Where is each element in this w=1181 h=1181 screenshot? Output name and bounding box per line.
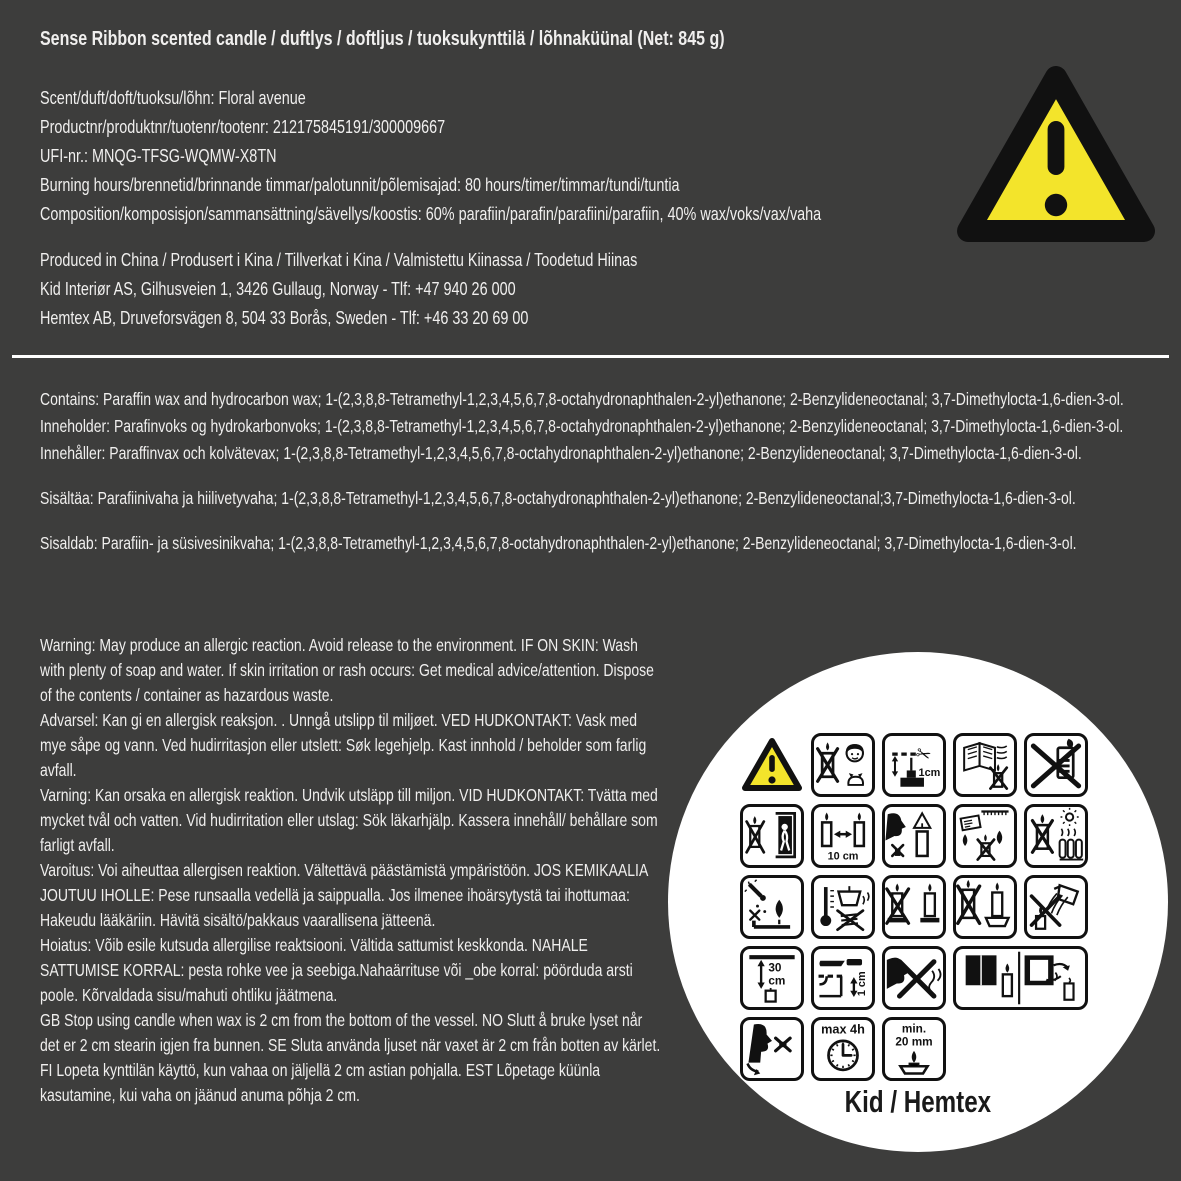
usage-note: GB Stop using candle when wax is 2 cm from the bottom of the vessel. NO Slutt å bruke lyset når det er 2 cm stearin igjen fra bunnen. SE Sluta använda ljuset när vaxet är 2 cm från botten av kärlet. FI Lopeta kynttilän käyttö, kun vahaa on jäljellä 2 cm astian pohjalla. EST Lõpetage küünla kasutamine, kui vaha on jäänud anuma põhja 2 cm. bbox=[40, 1010, 661, 1105]
product-title: Sense Ribbon scented candle / duftlys / doftljus / tuoksukynttilä / lõhnaküünal (Net: 845 g) bbox=[40, 28, 725, 50]
warning-no: Advarsel: Kan gi en allergisk reaksjon. . Unngå utslipp til miljøet. VED HUDKONTAKT: Vask med mye såpe og vann. Ved hudirritasjon eller utslett: Søk legehjelp. Kast innhold / beholder som farlig avfall. bbox=[40, 710, 647, 780]
pictogram-trim-wick-knife-icon bbox=[811, 946, 875, 1010]
pictogram-use-suitable-holder-icon bbox=[882, 875, 946, 939]
svg-text:max 4h: max 4h bbox=[821, 1022, 865, 1037]
pictogram-max-burn-time-icon bbox=[811, 1017, 875, 1081]
pictogram-do-not-ingest-icon bbox=[740, 1017, 804, 1081]
svg-text:1cm: 1cm bbox=[918, 766, 941, 779]
pictogram-do-not-move-burning-candle-icon bbox=[1024, 733, 1088, 797]
warning-fi: Varoitus: Voi aiheuttaa allergisen reaktion. Vältettävä päästämistä ympäristöön. JOS KEMIKAALIA JOUTUU IHOLLE: Pese runsaalla vedellä ja saippualla. Jos ilmenee ihoärsytystä tai ihottumaa: Hakeudu lääkäriin. Hävitä sisältö/pakkaus vaarallisena jätteenä. bbox=[40, 860, 648, 930]
pictogram-circle bbox=[668, 652, 1168, 1152]
product-info-scent: Scent/duft/doft/tuoksu/lõhn: Floral avenue bbox=[40, 88, 306, 108]
warning-triangle-icon bbox=[956, 64, 1156, 246]
svg-text:1 cm: 1 cm bbox=[855, 971, 868, 997]
pictogram-do-not-leave-unattended-icon bbox=[740, 804, 804, 868]
pictogram-do-not-burn-near-curtains-icon bbox=[953, 733, 1017, 797]
warning-est: Hoiatus: Võib esile kutsuda allergilise reaktsiooni. Vältida sattumist keskkonda. NAHALE SATTUMISE KORRAL: pesta rohke vee ja seebiga.Nahaärrituse või _obe korral: pöörduda arsti poole. Kõrvaldada sisu/mahuti ohtliku jäätmena. bbox=[40, 935, 633, 1005]
product-info-productnr: Productnr/produktnr/tuotenr/tootenr: 212175845191/300009667 bbox=[40, 117, 446, 137]
pictogram-keep-clearance-above-icon bbox=[740, 946, 804, 1010]
pictogram-trim-wick-icon bbox=[882, 733, 946, 797]
product-info-burning-hours: Burning hours/brennetid/brinnande timmar/palotunnit/põlemisajad: 80 hours/timer/timmar/tundi/tuntia bbox=[40, 175, 680, 195]
producer-info-block bbox=[40, 246, 1181, 333]
producer-country: Produced in China / Produsert i Kina / Tillverkat i Kina / Valmistettu Kiinassa / Toodetud Hiinas bbox=[40, 250, 638, 270]
pictogram-keep-wax-pool-clear-icon bbox=[740, 875, 804, 939]
product-info-composition: Composition/komposisjon/sammansättning/sävellys/koostis: 60% parafiin/parafin/parafiini/parafiin, 40% wax/voks/vax/vaha bbox=[40, 204, 822, 224]
ingredients-block bbox=[40, 386, 1181, 557]
producer-address-norway: Kid Interiør AS, Gilhusveien 1, 3426 Gullaug, Norway - Tlf: +47 940 26 000 bbox=[40, 279, 516, 299]
svg-text:min.: min. bbox=[901, 1022, 927, 1036]
pictogram-place-upright-in-holder-icon bbox=[953, 875, 1017, 939]
pictogram-extinguish-with-snuffer-icon bbox=[882, 804, 946, 868]
ingredients-se: Innehåller: Paraffinvax och kolvätevax; 1-(2,3,8,8-Tetramethyl-1,2,3,4,5,6,7,8-octahydronaphthalen-2-yl)ethanone; 2-Benzylideneoctanal; 3,7-Dimethylocta-1,6-dien-3-ol. bbox=[40, 443, 1082, 463]
ingredients-est: Sisaldab: Parafiin- ja süsivesinikvaha; 1-(2,3,8,8-Tetramethyl-1,2,3,4,5,6,7,8-octahydronaphthalen-2-yl)ethanone; 2-Benzylideneoctanal; 3,7-Dimethylocta-1,6-dien-3-ol. bbox=[40, 533, 1077, 553]
pictogram-ventilate-room-icon bbox=[953, 946, 1088, 1010]
brand-name: Kid / Hemtex bbox=[844, 1084, 992, 1119]
ingredients-fi: Sisältäa: Parafiinivaha ja hiilivetyvaha; 1-(2,3,8,8-Tetramethyl-1,2,3,4,5,6,7,8-octahydronaphthalen-2-yl)ethanone; 2-Benzylideneoctanal;3,7-Dimethylocta-1,6-dien-3-ol. bbox=[40, 488, 1076, 508]
pictogram-keep-away-from-heat-sources-icon bbox=[1024, 804, 1088, 868]
ingredients-no: Inneholder: Parafinvoks og hydrokarbonvoks; 1-(2,3,8,8-Tetramethyl-1,2,3,4,5,6,7,8-octahydronaphthalen-2-yl)ethanone; 2-Benzylideneoctanal; 3,7-Dimethylocta-1,6-dien-3-ol. bbox=[40, 416, 1124, 436]
ingredients-en: Contains: Paraffin wax and hydrocarbon wax; 1-(2,3,8,8-Tetramethyl-1,2,3,4,5,6,7,8-octahydronaphthalen-2-yl)ethanone; 2-Benzylideneoctanal; 3,7-Dimethylocta-1,6-dien-3-ol. bbox=[40, 389, 1124, 409]
pictogram-do-not-extinguish-with-water-icon bbox=[1024, 875, 1088, 939]
pictogram-general-warning-icon bbox=[740, 733, 804, 797]
svg-text:20 mm: 20 mm bbox=[895, 1035, 933, 1049]
svg-text:cm: cm bbox=[768, 974, 786, 988]
producer-address-sweden: Hemtex AB, Druveforsvägen 8, 504 33 Borås, Sweden - Tlf: +46 33 20 69 00 bbox=[40, 308, 529, 328]
pictogram-keep-candles-apart-icon bbox=[811, 804, 875, 868]
warning-se: Varning: Kan orsaka en allergisk reaktion. Undvik utsläpp till miljon. VID HUDKONTAKT: Tvätta med mycket tvål och vatten. Vid hudirritation eller utslag: Sök läkarhjälp. Kassera innehåll/ behållare som farligt avfall. bbox=[40, 785, 658, 855]
svg-text:30: 30 bbox=[768, 961, 782, 975]
pictogram-do-not-place-on-hot-surface-icon bbox=[811, 875, 875, 939]
pictogram-keep-away-from-children-and-pets-icon bbox=[811, 733, 875, 797]
pictogram-min-wax-level-icon bbox=[882, 1017, 946, 1081]
pictogram-do-not-blow-out-icon bbox=[882, 946, 946, 1010]
separator-line bbox=[12, 355, 1169, 358]
warning-en: Warning: May produce an allergic reaction. Avoid release to the environment. IF ON SKIN: Wash with plenty of soap and water. If skin irritation or rash occurs: Get medical advice/attention. Dispose of the contents / container as hazardous waste. bbox=[40, 635, 654, 705]
product-info-ufi: UFI-nr.: MNQG-TFSG-WQMW-X8TN bbox=[40, 146, 277, 166]
svg-text:✂: ✂ bbox=[912, 742, 934, 767]
pictogram-keep-away-from-flammable-objects-icon bbox=[953, 804, 1017, 868]
svg-text:10 cm: 10 cm bbox=[827, 850, 859, 863]
